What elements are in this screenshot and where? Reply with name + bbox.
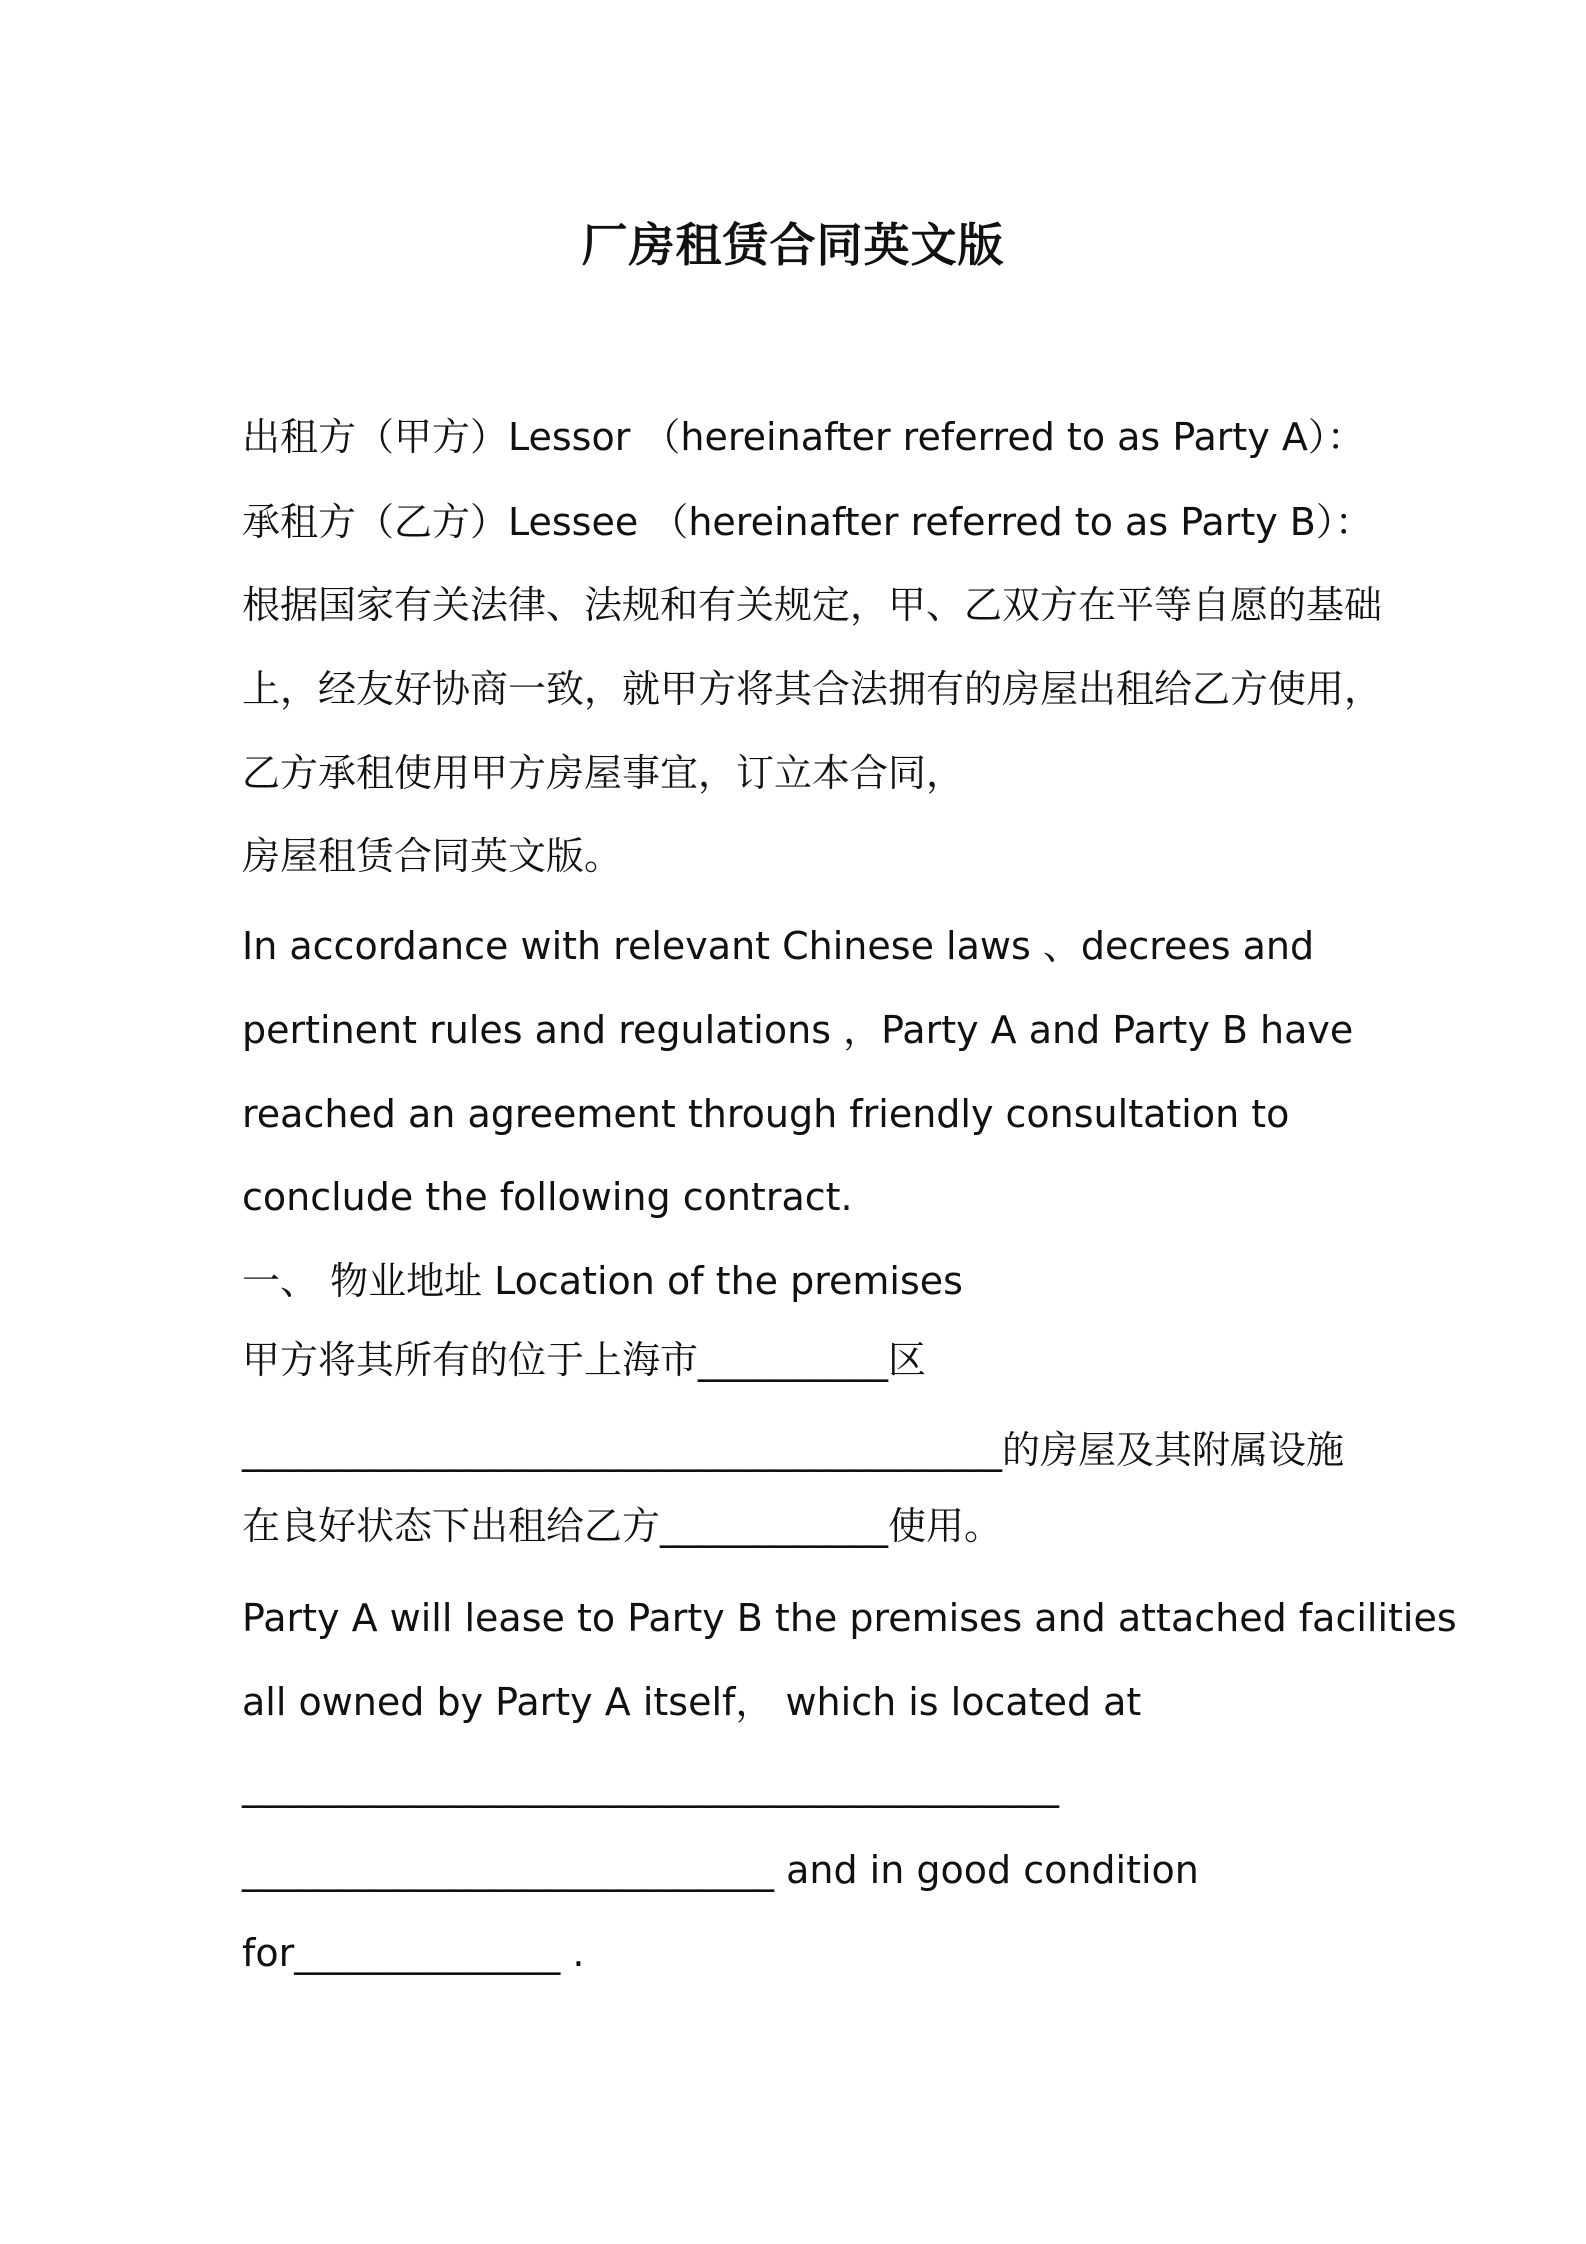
location-en-blank-line: ___________________________________________ <box>242 1764 1059 1808</box>
preamble-en-line-1: In accordance with relevant Chinese laws 、decrees and <box>242 924 1315 968</box>
preamble-cn-line-2: 上，经友好协商一致，就甲方将其合法拥有的房屋出租给乙方使用， <box>242 667 1383 711</box>
preamble-cn-line-4: 房屋租赁合同英文版。 <box>242 834 623 878</box>
location-cn-line-3: 在良好状态下出租给乙方____________使用。 <box>242 1504 1003 1548</box>
preamble-en-line-3: reached an agreement through friendly consultation to <box>242 1092 1290 1136</box>
location-cn-line-2: ________________________________________的房屋及其附属设施 <box>242 1428 1345 1472</box>
location-en-line-2: all owned by Party A itself， which is located at <box>242 1680 1142 1724</box>
preamble-en-line-2: pertinent rules and regulations ，Party A and Party B have <box>242 1008 1354 1052</box>
section-1-heading: 一、 物业地址 Location of the premises <box>242 1259 963 1303</box>
location-cn-line-1: 甲方将其所有的位于上海市__________区 <box>242 1338 927 1382</box>
preamble-cn-line-1: 根据国家有关法律、法规和有关规定，甲、乙双方在平等自愿的基础 <box>242 583 1383 627</box>
preamble-cn-line-3: 乙方承租使用甲方房屋事宜，订立本合同， <box>242 751 965 795</box>
lessor-line: 出租方（甲方）Lessor （hereinafter referred to as Party A）： <box>242 415 1365 459</box>
preamble-en-line-4: conclude the following contract. <box>242 1175 853 1219</box>
document-title: 厂房租赁合同英文版 <box>581 218 1005 272</box>
location-en-line-4: for______________ . <box>242 1931 585 1975</box>
location-en-line-3: ____________________________ and in good condition <box>242 1848 1199 1892</box>
location-en-line-1: Party A will lease to Party B the premises and attached facilities <box>242 1596 1457 1640</box>
lessee-line: 承租方（乙方）Lessee （hereinafter referred to as Party B）： <box>242 500 1373 544</box>
